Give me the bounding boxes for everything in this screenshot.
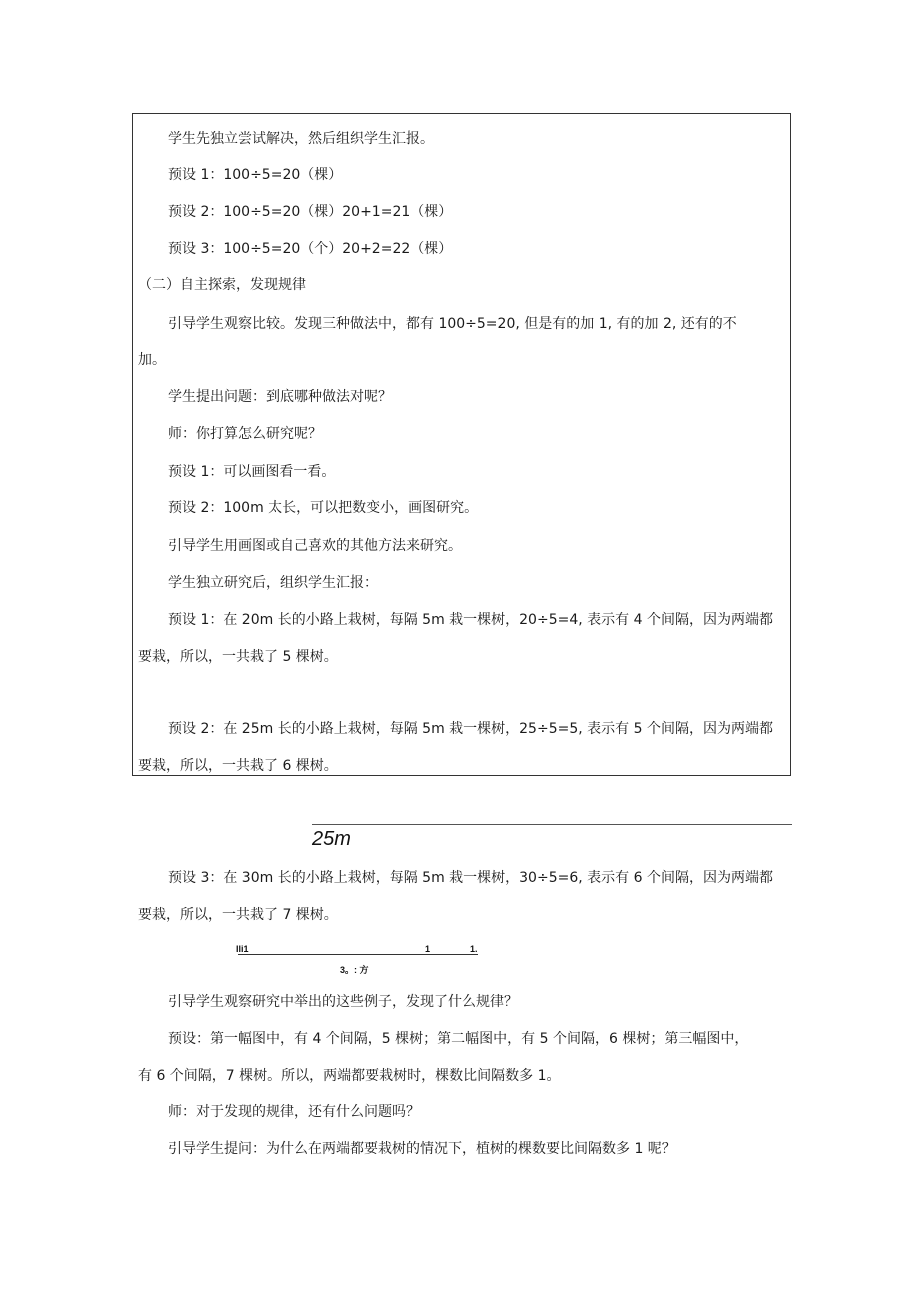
paragraph-line: 要栽，所以，一共栽了 7 棵树。 bbox=[138, 907, 338, 923]
paragraph-line: 学生先独立尝试解决，然后组织学生汇报。 bbox=[168, 131, 434, 147]
paragraph-line: 引导学生提问：为什么在两端都要栽树的情况下，植树的棵数要比间隔数多 1 呢？ bbox=[168, 1141, 676, 1157]
figure-measure-label: 25m bbox=[312, 828, 351, 850]
figure2-right-label: 1. bbox=[470, 944, 478, 954]
paragraph-line: 学生提出问题：到底哪种做法对呢？ bbox=[168, 389, 392, 405]
figure2-road-line bbox=[238, 954, 478, 955]
paragraph-line: 预设 3：在 30m 长的小路上栽树，每隔 5m 栽一棵树，30÷5=6, 表示有 6 个间隔，因为两端都 bbox=[168, 870, 773, 886]
section-heading: （二）自主探索，发现规律 bbox=[138, 277, 306, 293]
paragraph-line: 引导学生用画图或自己喜欢的其他方法来研究。 bbox=[168, 538, 462, 554]
paragraph-line: 引导学生观察研究中举出的这些例子，发现了什么规律？ bbox=[168, 994, 518, 1010]
paragraph-line: 学生独立研究后，组织学生汇报： bbox=[168, 575, 378, 591]
figure2-left-label: Ili1 bbox=[236, 944, 249, 954]
paragraph-line: 预设 3：100÷5=20（个）20+2=22（棵） bbox=[168, 241, 453, 257]
figure2-bottom-label: 3。: 方 bbox=[340, 965, 369, 975]
paragraph-line: 预设 1：100÷5=20（棵） bbox=[168, 167, 343, 183]
paragraph-line: 预设 2：在 25m 长的小路上栽树，每隔 5m 栽一棵树，25÷5=5, 表示有 5 个间隔，因为两端都 bbox=[168, 721, 773, 737]
paragraph-line: 要栽，所以，一共栽了 5 棵树。 bbox=[138, 649, 338, 665]
paragraph-line: 师：你打算怎么研究呢？ bbox=[168, 426, 322, 442]
paragraph-line: 引导学生观察比较。发现三种做法中，都有 100÷5=20, 但是有的加 1, 有的加 2, 还有的不 bbox=[168, 316, 737, 332]
paragraph-line: 预设 2：100m 太长，可以把数变小，画图研究。 bbox=[168, 500, 479, 516]
figure-road-line bbox=[312, 824, 792, 825]
paragraph-line: 要栽，所以，一共栽了 6 棵树。 bbox=[138, 758, 338, 774]
paragraph-line: 师：对于发现的规律，还有什么问题吗？ bbox=[168, 1104, 420, 1120]
figure2-mid-label: 1 bbox=[425, 944, 431, 954]
paragraph-line: 有 6 个间隔，7 棵树。所以，两端都要栽树时，棵数比间隔数多 1。 bbox=[138, 1068, 561, 1084]
paragraph-line: 加。 bbox=[138, 352, 166, 368]
paragraph-line: 预设 2：100÷5=20（棵）20+1=21（棵） bbox=[168, 204, 453, 220]
paragraph-line: 预设：第一幅图中，有 4 个间隔，5 棵树；第二幅图中，有 5 个间隔，6 棵树；第三幅图中， bbox=[168, 1031, 749, 1047]
paragraph-line: 预设 1：在 20m 长的小路上栽树，每隔 5m 栽一棵树，20÷5=4, 表示有 4 个间隔，因为两端都 bbox=[168, 612, 773, 628]
paragraph-line: 预设 1：可以画图看一看。 bbox=[168, 464, 336, 480]
